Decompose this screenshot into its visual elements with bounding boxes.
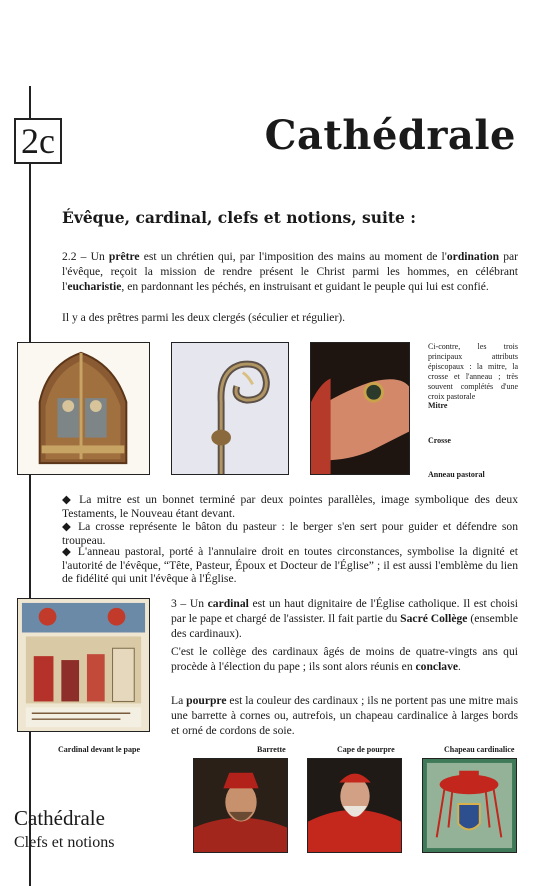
page-title: Cathédrale	[264, 112, 516, 159]
text-run: par l'évêque, reçoit la mission de rendre présent le Christ parmi les hommes, en célébrant l'	[62, 250, 519, 293]
label-anneau: Anneau pastoral	[428, 470, 485, 479]
term-eucharistie: eucharistie	[67, 279, 122, 293]
bullet-anneau: ◆ L'anneau pastoral, porté à l'annulaire droit en toutes circonstances, symbolise la dignité et l'autorité de l'évêque, “Tête, Pasteur, Époux et Docteur de l'Église” ; il est aussi l'emblème du lien de fidélité qui unit l'évêque à l'Église.	[62, 545, 518, 586]
bullet-mitre: ◆ La mitre est un bonnet terminé par deux pointes parallèles, image symbolique des deux Testaments, le Nouveau étant devant.	[62, 493, 518, 520]
text-run: C'est le collège des cardinaux âgés de moins de quatre-vingts ans qui procède à l'élection du pape ; ils sont alors réunis en	[171, 645, 518, 673]
footer-subtitle: Clefs et notions	[14, 834, 115, 851]
label-crosse: Crosse	[428, 436, 451, 445]
text-run: .	[458, 659, 461, 673]
text-run: est la couleur des cardinaux ; ils ne portent pas une mitre mais une barrette à cornes ou, autrefois, un chapeau cardinalice à larges bords et orné de cordons de soie.	[171, 694, 518, 737]
paragraph-cardinal	[171, 597, 518, 641]
barrette-image	[193, 758, 288, 853]
text-run: (ensemble des cardinaux).	[171, 611, 519, 640]
crosse-image	[171, 342, 289, 475]
caption-cardinal-pape: Cardinal devant le pape	[58, 745, 141, 754]
caption-cape: Cape de pourpre	[337, 745, 395, 754]
term-ordination: ordination	[446, 250, 500, 263]
anneau-image	[310, 342, 410, 475]
attributes-note: Ci-contre, les trois principaux attributs épiscopaux : la mitre, la crosse et l'anneau ; très souvent complétés d'une croix pastorale	[428, 342, 518, 401]
paragraph-pourpre	[171, 694, 518, 738]
term-sacre-college: Sacré Collège	[400, 611, 468, 625]
paragraph-clerges: Il y a des prêtres parmi les deux clergés (séculier et régulier).	[62, 311, 346, 324]
text-run: La	[171, 694, 187, 707]
caption-barrette: Barrette	[257, 745, 286, 754]
term-conclave: conclave	[415, 659, 459, 673]
section-subtitle: Évêque, cardinal, clefs et notions, suite :	[62, 208, 417, 227]
label-mitre: Mitre	[428, 401, 448, 410]
paragraph-pretre	[62, 250, 518, 294]
caption-chapeau: Chapeau cardinalice	[444, 745, 515, 754]
text-run: 2.2 – Un	[62, 250, 109, 263]
text-run: est un haut dignitaire de l'Église catholique. Il est choisi par le pape et chargé de l'assister. Il fait partie du	[171, 597, 518, 625]
text-run: 3 – Un	[171, 597, 208, 610]
section-badge: 2c	[14, 118, 62, 164]
footer-title: Cathédrale	[14, 806, 105, 830]
text-run: est un chrétien qui, par l'imposition des mains au moment de l'	[139, 250, 447, 263]
chapeau-image	[422, 758, 517, 853]
paragraph-conclave	[171, 645, 518, 675]
text-run: , en pardonnant les péchés, en instruisant et guidant le peuple qui lui est confié.	[121, 279, 489, 293]
cardinal-pape-image	[17, 598, 150, 732]
cape-image	[307, 758, 402, 853]
mitre-image	[17, 342, 150, 475]
bullet-crosse: ◆ La crosse représente le bâton du pasteur : le berger s'en sert pour guider et défendre son troupeau.	[62, 520, 518, 547]
margin-rule	[29, 86, 31, 886]
term-pretre: prêtre	[108, 250, 140, 263]
term-pourpre: pourpre	[186, 694, 227, 707]
term-cardinal: cardinal	[207, 597, 249, 610]
